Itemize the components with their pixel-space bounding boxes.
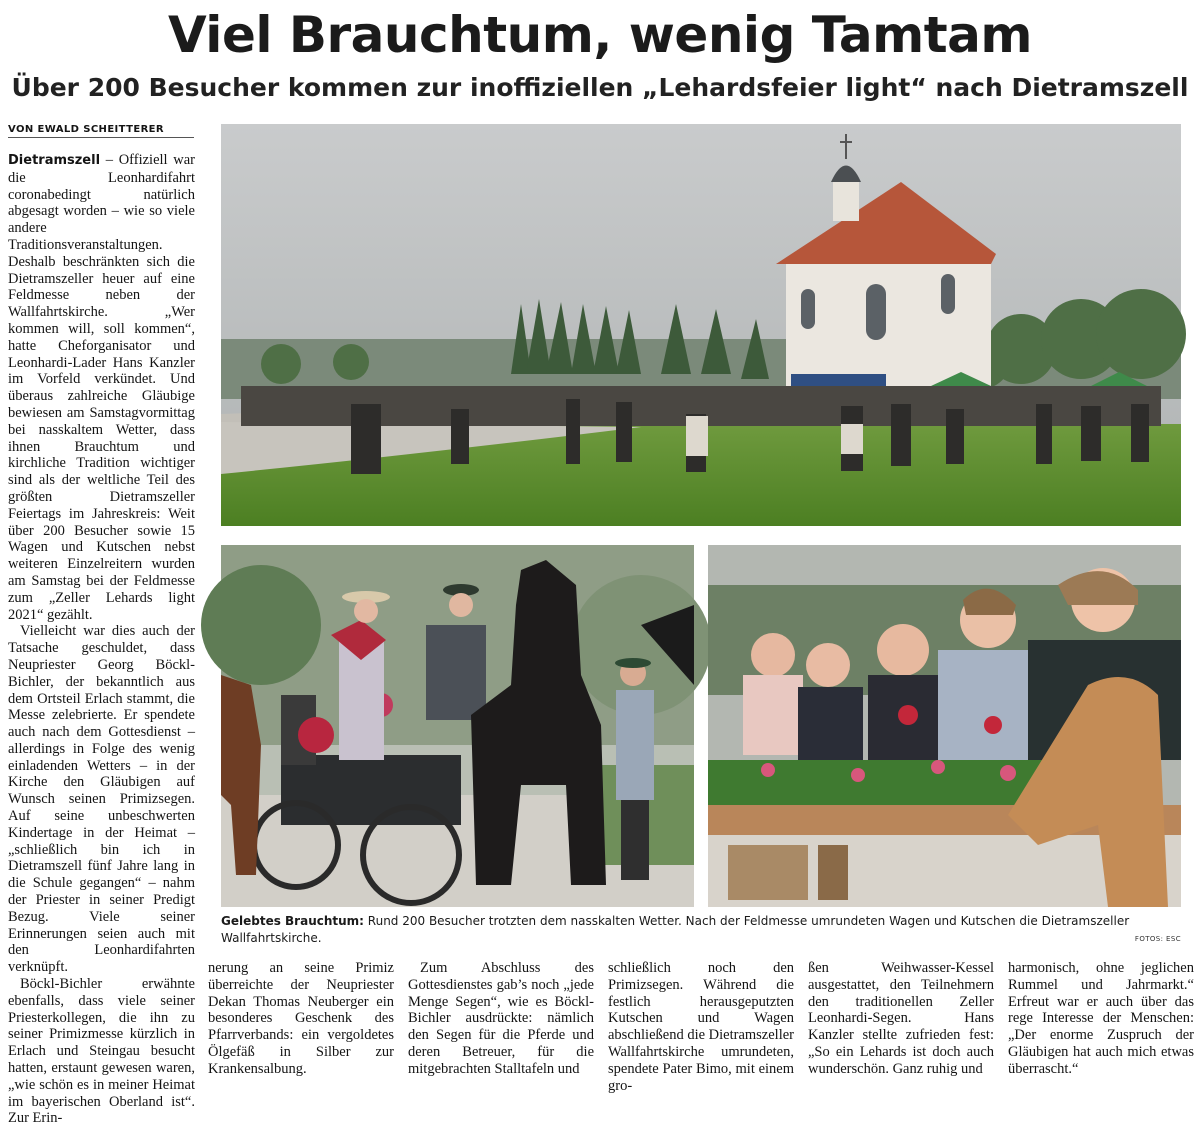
paragraph-1 <box>8 152 195 623</box>
paragraph-1-text: – Offiziell war die Leonhardifahrt coronabedingt natürlich abgesagt worden – wie so viele andere Traditionsveranstaltungen. Deshalb beschränkten sich die Dietramszeller heuer auf eine Feldmesse neben der Wallfahrtskirche. „Wer kommen will, soll kommen“, hatte Cheforganisator und Leonhardi-Lader Hans Kanzler im Vorfeld verkündet. Und überaus zahlreiche Gläubige bewiesen am Samstagvormittag bei nasskaltem Wetter, dass ihnen Brauchtum und kirchliche Tradition wichtiger sind als der weltliche Teil des größten Dietramszeller Feiertags im Jahreskreis: Weit über 200 Besucher sowie 15 Wagen und Kutschen nebst weiteren Einzelreitern wurden am Samstag bei der Feldmesse zum „Zeller Lehards light 2021“ gezählt. <box>8 152 195 623</box>
article-column-6 <box>1008 960 1194 1080</box>
headline: Viel Brauchtum, wenig Tamtam <box>167 6 1033 64</box>
caption-text: Rund 200 Besucher trotzten dem nasskalten Wetter. Nach der Feldmesse umrundeten Wagen und Kutschen die Dietramszeller Wallfahrtskirche. <box>221 914 1130 945</box>
paragraph-2: Vielleicht war dies auch der Tatsache geschuldet, dass Neupriester Georg Böckl-Bichler, der bekanntlich aus dem Ortsteil Erlach stammt, die Messe zelebrierte. Er spendete auch nach dem Gottesdienst – allerdings in Folge des wenig einladenden Wetters – in der Kirche den Gläubigen auf Wunsch seinen Primizsegen. Auf seine unbeschwerten Kindertage in der Heimat – „schließlich bin ich in Dietramszell fünf Jahre lang in die Schule gegangen“ – nahm der Priester in seiner Predigt Bezug. Viele seiner Erinnerungen seien auch mit den Leonhardifahrten verknüpft. <box>8 623 195 976</box>
article-column-1 <box>8 152 195 1127</box>
photo-caption <box>221 913 1181 947</box>
article-column-5 <box>808 960 994 1080</box>
byline: VON EWALD SCHEITTERER <box>8 124 194 138</box>
church-field-mass-photo <box>221 124 1181 526</box>
photo-credit: FOTOS: ESC <box>1134 935 1181 943</box>
column-5-text: ßen Weihwasser-Kessel ausgestattet, den Teilnehmern den traditionellen Zeller Leonhardi-Segen. Hans Kanzler stellte zufrieden fest: „So ein Lehards ist doch auch wunderschön. Ganz ruhig und <box>808 960 994 1077</box>
column-4-text: schließlich noch den Primizsegen. Während die festlich herausgeputzten Kutschen und Wagen abschließend die Dietramszeller Wallfahrtskirche umrundeten, spendete Pater Bimo, mit einem gro- <box>608 960 795 1094</box>
paragraph-3: Böckl-Bichler erwähnte ebenfalls, dass viele seiner Priesterkollegen, die ihn zu seiner Primizmesse kürzlich in Erlach und Steingau besucht hatten, erstaunt gewesen waren, „wie schön es in meiner Heimat im bayerischen Oberland ist“. Zur Erin- <box>8 976 195 1127</box>
column-3-text: Zum Abschluss des Gottesdienstes gab’s noch „jede Menge Segen“, wie es Böckl-Bichler ausdrückte: nämlich den Segen für die Pferde und deren Betreuer, für die mitgebrachten Stalltafeln und <box>408 960 594 1077</box>
article-column-3 <box>408 960 594 1080</box>
dateline: Dietramszell <box>8 153 101 168</box>
article-column-2 <box>208 960 394 1080</box>
caption-label: Gelebtes Brauchtum: <box>221 914 364 928</box>
column-6-text: harmonisch, ohne jeglichen Rummel und Jahrmarkt.“ Erfreut war er auch über das rege Interesse der Menschen: „Der enorme Zuspruch der Gläubigen hat auch mich etwas überrascht.“ <box>1008 960 1194 1077</box>
subheadline: Über 200 Besucher kommen zur inoffiziellen „Lehardsfeier light“ nach Dietramszell <box>11 73 1189 102</box>
horse-carriage-photo <box>221 545 694 907</box>
column-2-text: nerung an seine Primiz überreichte der Neupriester Dekan Thomas Neuberger ein besonderes Geschenk des Pfarrverbands: ein vergoldetes Ölgefäß in Silber zur Krankensalbung. <box>208 960 394 1077</box>
women-in-dirndl-wagon-photo <box>708 545 1181 907</box>
article-column-4 <box>608 960 795 1094</box>
